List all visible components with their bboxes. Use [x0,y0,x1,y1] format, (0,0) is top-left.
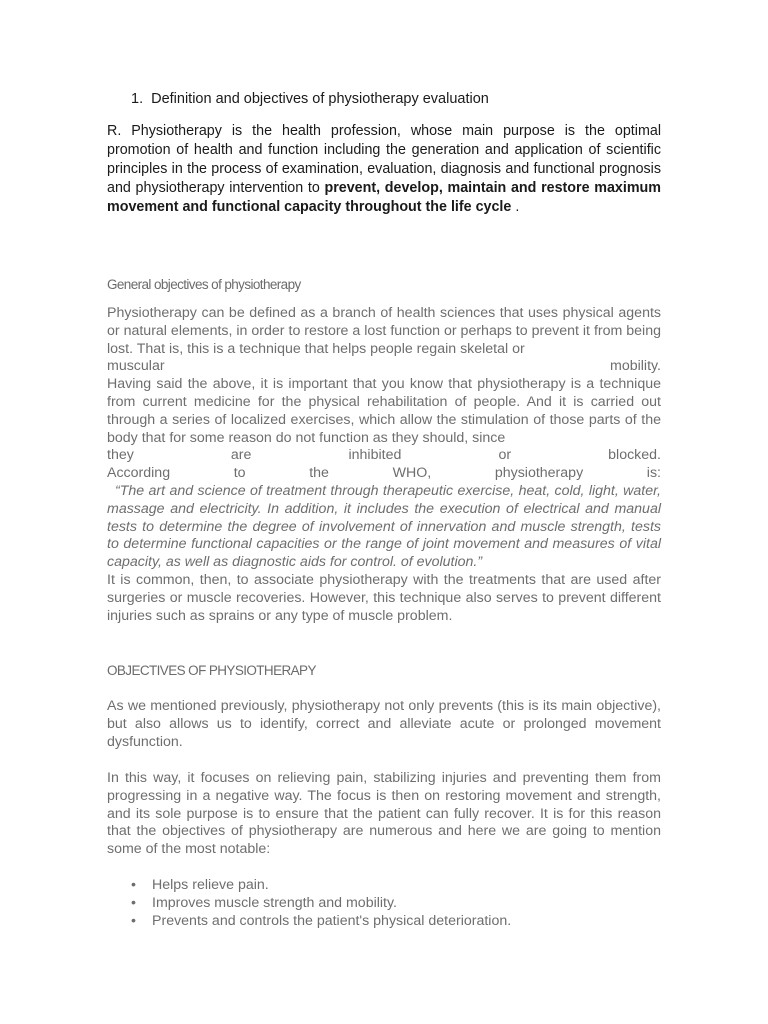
definition-paragraph [107,305,661,376]
intro-paragraph [107,122,661,217]
list-item-text: Improves muscle strength and mobility. [152,895,397,911]
general-objectives-body [107,305,661,625]
rehabilitation-paragraph [107,376,661,465]
intro-bold-text: prevent, develop, maintain and restore maximum movement and functional capacity throughout the life cycle [107,180,661,215]
word-muscular: muscular [107,358,165,375]
objectives-list [107,876,511,930]
section-title: Definition and objectives of physiotherapy evaluation [151,91,489,107]
definition-last-line [107,358,661,376]
definition-text: Physiotherapy can be defined as a branch of health sciences that uses physical agents or natural elements, in order to restore a lost function or perhaps to prevent it from being lost. That is, this is a technique that helps people regain skeletal or [107,305,661,357]
bullet-icon: • [131,913,136,929]
who-line: According to the WHO, physiotherapy is: [107,465,661,482]
common-paragraph: It is common, then, to associate physiotherapy with the treatments that are used after surgeries or muscle recoveries. However, this technique also serves to prevent different injuries such as sprains or any type of muscle problem. [107,571,661,624]
who-quote: “The art and science of treatment through therapeutic exercise, heat, cold, light, water, massage and electricity. In addition, it includes the execution of electrical and manual tests to determine the degree of involvement of innervation and muscle strength, tests to determine functional capacities or the range of joint movement and measures of vital capacity, as well as diagnostic aids for control. of evolution.” [107,482,661,571]
section-heading [131,91,489,107]
intro-text: R. Physiotherapy is the health profession, whose main purpose is the optimal promotion of health and function including the generation and application of scientific principles in the process of examination, evaluation, diagnosis and functional prognosis and physiotherapy intervention to [107,123,661,196]
bullet-icon: • [131,895,136,911]
rehabilitation-last-line: they are inhibited or blocked. [107,447,661,464]
objectives-paragraph-2: In this way, it focuses on relieving pain, stabilizing injuries and preventing them from progressing in a negative way. The focus is then on restoring movement and strength, and its sole purpose is to ensure that the patient can fully recover. It is for this reason that the objectives of physiotherapy are numerous and here we are going to mention some of the most notable: [107,770,661,858]
general-objectives-heading: General objectives of physiotherapy [107,277,301,292]
rehabilitation-text: Having said the above, it is important that you know that physiotherapy is a technique from current medicine for the physical rehabilitation of people. And it is carried out through a series of localized exercises, which allow the stimulation of those parts of the body that for some reason do not function as they should, since [107,376,661,446]
list-item-text: Prevents and controls the patient's physical deterioration. [152,913,512,929]
intro-end: . [511,199,520,215]
list-item [107,912,511,930]
list-item [107,894,511,912]
section-number: 1. [131,91,144,107]
objectives-paragraph-1: As we mentioned previously, physiotherapy not only prevents (this is its main objective), but also allows us to identify, correct and alleviate acute or prolonged movement dysfunction. [107,698,661,750]
list-item-text: Helps relieve pain. [152,877,269,893]
bullet-icon: • [131,877,136,893]
list-item [107,876,511,894]
objectives-heading: OBJECTIVES OF PHYSIOTHERAPY [107,663,316,678]
word-mobility: mobility. [610,358,661,375]
